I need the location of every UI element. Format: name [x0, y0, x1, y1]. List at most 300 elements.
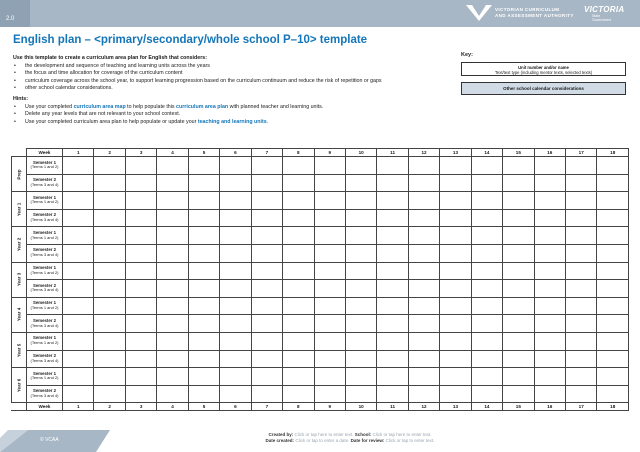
- plan-cell[interactable]: [94, 350, 125, 368]
- plan-cell[interactable]: [471, 297, 502, 315]
- plan-cell[interactable]: [566, 297, 597, 315]
- plan-cell[interactable]: [503, 192, 534, 210]
- semester-terms: (Terms 3 and 4): [30, 252, 59, 258]
- plan-cell[interactable]: [251, 262, 282, 280]
- plan-cell[interactable]: [188, 368, 219, 386]
- plan-cell[interactable]: [157, 192, 188, 210]
- plan-cell[interactable]: [188, 192, 219, 210]
- plan-cell[interactable]: [220, 244, 251, 262]
- plan-cell[interactable]: [283, 385, 314, 403]
- table-row: [12, 385, 629, 403]
- plan-cell[interactable]: [566, 350, 597, 368]
- key-calendar-box: Other school calendar considerations: [461, 82, 626, 95]
- plan-cell[interactable]: [314, 192, 345, 210]
- plan-cell[interactable]: [220, 262, 251, 280]
- plan-cell[interactable]: [283, 192, 314, 210]
- plan-cell[interactable]: [251, 157, 282, 175]
- school-label: School:: [354, 432, 372, 437]
- curriculum-area-plan-link[interactable]: curriculum area plan: [176, 104, 229, 111]
- plan-cell[interactable]: [251, 227, 282, 245]
- plan-cell[interactable]: [94, 157, 125, 175]
- plan-cell[interactable]: [125, 297, 156, 315]
- plan-cell[interactable]: [597, 192, 629, 210]
- plan-cell[interactable]: [251, 368, 282, 386]
- week-number: 17: [566, 403, 597, 411]
- plan-cell[interactable]: [125, 315, 156, 333]
- plan-cell[interactable]: [534, 209, 565, 227]
- plan-cell[interactable]: [63, 368, 94, 386]
- plan-cell[interactable]: [157, 262, 188, 280]
- plan-cell[interactable]: [283, 174, 314, 192]
- plan-cell[interactable]: [534, 315, 565, 333]
- plan-cell[interactable]: [345, 315, 376, 333]
- plan-cell[interactable]: [534, 244, 565, 262]
- plan-cell[interactable]: [220, 174, 251, 192]
- plan-cell[interactable]: [566, 227, 597, 245]
- plan-cell[interactable]: [377, 262, 408, 280]
- plan-cell[interactable]: [188, 157, 219, 175]
- plan-cell[interactable]: [597, 385, 629, 403]
- plan-cell[interactable]: [597, 315, 629, 333]
- plan-cell[interactable]: [283, 297, 314, 315]
- plan-cell[interactable]: [251, 332, 282, 350]
- week-number: 10: [345, 403, 376, 411]
- plan-cell[interactable]: [94, 385, 125, 403]
- plan-cell[interactable]: [188, 244, 219, 262]
- plan-cell[interactable]: [220, 192, 251, 210]
- plan-cell[interactable]: [566, 157, 597, 175]
- plan-cell[interactable]: [94, 192, 125, 210]
- plan-cell[interactable]: [408, 227, 439, 245]
- plan-cell[interactable]: [471, 174, 502, 192]
- plan-cell[interactable]: [408, 297, 439, 315]
- plan-cell[interactable]: [471, 192, 502, 210]
- semester-label-cell: [27, 192, 63, 210]
- table-row: [12, 227, 629, 245]
- plan-cell[interactable]: [188, 174, 219, 192]
- plan-cell[interactable]: [125, 280, 156, 298]
- plan-cell[interactable]: [534, 174, 565, 192]
- plan-cell[interactable]: [94, 227, 125, 245]
- plan-cell[interactable]: [283, 280, 314, 298]
- plan-cell[interactable]: [408, 385, 439, 403]
- plan-cell[interactable]: [440, 350, 471, 368]
- plan-cell[interactable]: [314, 227, 345, 245]
- plan-cell[interactable]: [283, 332, 314, 350]
- plan-cell[interactable]: [566, 192, 597, 210]
- plan-cell[interactable]: [566, 315, 597, 333]
- plan-cell[interactable]: [157, 350, 188, 368]
- year-label: Year 2: [16, 237, 22, 252]
- plan-cell[interactable]: [63, 262, 94, 280]
- plan-cell[interactable]: [597, 262, 629, 280]
- plan-cell[interactable]: [503, 280, 534, 298]
- table-row: [12, 315, 629, 333]
- list-item: • other school calendar considerations.: [13, 85, 443, 92]
- plan-cell[interactable]: [251, 385, 282, 403]
- plan-cell[interactable]: [125, 227, 156, 245]
- plan-cell[interactable]: [377, 192, 408, 210]
- plan-cell[interactable]: [188, 262, 219, 280]
- plan-cell[interactable]: [94, 280, 125, 298]
- plan-cell[interactable]: [534, 262, 565, 280]
- plan-cell[interactable]: [471, 227, 502, 245]
- plan-cell[interactable]: [314, 262, 345, 280]
- plan-cell[interactable]: [220, 209, 251, 227]
- plan-cell[interactable]: [408, 350, 439, 368]
- key-unit-sub: Text/text type (including mentor texts, selected texts): [494, 69, 593, 75]
- semester-terms: (Terms 3 and 4): [30, 181, 59, 187]
- plan-cell[interactable]: [283, 315, 314, 333]
- plan-cell[interactable]: [503, 157, 534, 175]
- plan-cell[interactable]: [471, 280, 502, 298]
- plan-cell[interactable]: [251, 209, 282, 227]
- plan-cell[interactable]: [220, 350, 251, 368]
- plan-cell[interactable]: [125, 332, 156, 350]
- plan-cell[interactable]: [377, 315, 408, 333]
- plan-cell[interactable]: [125, 350, 156, 368]
- key-label: Key:: [461, 52, 473, 58]
- plan-cell[interactable]: [345, 368, 376, 386]
- plan-cell[interactable]: [566, 368, 597, 386]
- plan-cell[interactable]: [94, 368, 125, 386]
- plan-cell[interactable]: [283, 262, 314, 280]
- plan-cell[interactable]: [314, 174, 345, 192]
- semester-label-cell: [27, 174, 63, 192]
- plan-cell[interactable]: [63, 280, 94, 298]
- corner-cell: [12, 403, 27, 411]
- plan-cell[interactable]: [597, 280, 629, 298]
- plan-cell[interactable]: [63, 192, 94, 210]
- plan-cell[interactable]: [503, 174, 534, 192]
- plan-cell[interactable]: [157, 297, 188, 315]
- plan-cell[interactable]: [314, 280, 345, 298]
- consideration-list: [13, 63, 443, 92]
- plan-cell[interactable]: [251, 244, 282, 262]
- plan-cell[interactable]: [157, 174, 188, 192]
- plan-cell[interactable]: [220, 227, 251, 245]
- plan-cell[interactable]: [345, 385, 376, 403]
- plan-cell[interactable]: [503, 297, 534, 315]
- teaching-learning-units-link[interactable]: teaching and learning units: [197, 118, 267, 125]
- plan-cell[interactable]: [440, 368, 471, 386]
- plan-cell[interactable]: [63, 209, 94, 227]
- plan-cell[interactable]: [597, 174, 629, 192]
- plan-cell[interactable]: [440, 192, 471, 210]
- plan-cell[interactable]: [157, 227, 188, 245]
- plan-cell[interactable]: [345, 192, 376, 210]
- plan-cell[interactable]: [534, 157, 565, 175]
- plan-cell[interactable]: [188, 297, 219, 315]
- plan-cell[interactable]: [503, 315, 534, 333]
- plan-cell[interactable]: [377, 244, 408, 262]
- created-by-field[interactable]: Click or tap here to enter text.: [294, 432, 354, 437]
- table-row: [12, 192, 629, 210]
- plan-cell[interactable]: [63, 227, 94, 245]
- plan-cell[interactable]: [440, 227, 471, 245]
- plan-cell[interactable]: [314, 157, 345, 175]
- plan-cell[interactable]: [125, 209, 156, 227]
- plan-cell[interactable]: [125, 157, 156, 175]
- plan-cell[interactable]: [220, 157, 251, 175]
- semester-terms: (Terms 3 and 4): [30, 357, 59, 363]
- plan-cell[interactable]: [534, 332, 565, 350]
- table-row: [12, 280, 629, 298]
- plan-cell[interactable]: [408, 174, 439, 192]
- plan-cell[interactable]: [94, 332, 125, 350]
- plan-cell[interactable]: [597, 332, 629, 350]
- plan-cell[interactable]: [471, 368, 502, 386]
- plan-cell[interactable]: [314, 297, 345, 315]
- plan-cell[interactable]: [440, 244, 471, 262]
- week-header-row: [12, 149, 629, 157]
- date-review-label: Date for review:: [350, 438, 385, 443]
- plan-cell[interactable]: [283, 368, 314, 386]
- plan-cell[interactable]: [503, 227, 534, 245]
- plan-cell[interactable]: [314, 332, 345, 350]
- plan-cell[interactable]: [471, 315, 502, 333]
- semester-terms: (Terms 1 and 2): [30, 164, 59, 170]
- plan-cell[interactable]: [314, 385, 345, 403]
- plan-cell[interactable]: [188, 209, 219, 227]
- plan-cell[interactable]: [408, 157, 439, 175]
- plan-cell[interactable]: [408, 192, 439, 210]
- plan-cell[interactable]: [471, 244, 502, 262]
- plan-cell[interactable]: [471, 157, 502, 175]
- plan-cell[interactable]: [377, 227, 408, 245]
- plan-cell[interactable]: [94, 174, 125, 192]
- plan-cell[interactable]: [188, 332, 219, 350]
- school-field[interactable]: Click or tap here to enter text.: [372, 432, 432, 437]
- plan-cell[interactable]: [377, 297, 408, 315]
- plan-cell[interactable]: [125, 385, 156, 403]
- plan-cell[interactable]: [220, 280, 251, 298]
- plan-cell[interactable]: [345, 209, 376, 227]
- plan-cell[interactable]: [345, 227, 376, 245]
- semester-label: Semester 2: [33, 282, 56, 288]
- plan-cell[interactable]: [63, 157, 94, 175]
- plan-cell[interactable]: [471, 385, 502, 403]
- plan-cell[interactable]: [345, 350, 376, 368]
- plan-cell[interactable]: [503, 262, 534, 280]
- plan-cell[interactable]: [94, 209, 125, 227]
- plan-cell[interactable]: [534, 350, 565, 368]
- plan-cell[interactable]: [377, 368, 408, 386]
- plan-cell[interactable]: [471, 262, 502, 280]
- table-row: [12, 262, 629, 280]
- plan-cell[interactable]: [283, 157, 314, 175]
- plan-cell[interactable]: [283, 350, 314, 368]
- semester-terms: (Terms 1 and 2): [30, 269, 59, 275]
- plan-cell[interactable]: [408, 209, 439, 227]
- plan-cell[interactable]: [220, 385, 251, 403]
- plan-cell[interactable]: [503, 385, 534, 403]
- plan-cell[interactable]: [597, 209, 629, 227]
- plan-cell[interactable]: [251, 350, 282, 368]
- plan-cell[interactable]: [440, 174, 471, 192]
- plan-cell[interactable]: [345, 332, 376, 350]
- plan-cell[interactable]: [251, 174, 282, 192]
- plan-cell[interactable]: [597, 297, 629, 315]
- week-number: 9: [314, 149, 345, 157]
- plan-cell[interactable]: [220, 297, 251, 315]
- plan-cell[interactable]: [408, 262, 439, 280]
- plan-cell[interactable]: [188, 227, 219, 245]
- plan-cell[interactable]: [251, 315, 282, 333]
- plan-cell[interactable]: [188, 315, 219, 333]
- plan-cell[interactable]: [314, 209, 345, 227]
- plan-cell[interactable]: [157, 209, 188, 227]
- plan-cell[interactable]: [440, 297, 471, 315]
- intro-lead: Use this template to create a curriculum area plan for English that considers:: [13, 55, 207, 61]
- plan-cell[interactable]: [408, 315, 439, 333]
- date-created-field[interactable]: Click or tap to enter a date.: [295, 438, 350, 443]
- plan-cell[interactable]: [597, 350, 629, 368]
- plan-cell[interactable]: [503, 244, 534, 262]
- plan-cell[interactable]: [94, 262, 125, 280]
- plan-cell[interactable]: [345, 297, 376, 315]
- plan-cell[interactable]: [566, 262, 597, 280]
- plan-cell[interactable]: [503, 332, 534, 350]
- plan-cell[interactable]: [220, 315, 251, 333]
- plan-cell[interactable]: [157, 385, 188, 403]
- plan-cell[interactable]: [440, 209, 471, 227]
- plan-cell[interactable]: [157, 280, 188, 298]
- plan-cell[interactable]: [220, 368, 251, 386]
- plan-cell[interactable]: [188, 385, 219, 403]
- plan-cell[interactable]: [157, 157, 188, 175]
- header-band: [0, 0, 640, 27]
- plan-cell[interactable]: [157, 332, 188, 350]
- plan-cell[interactable]: [377, 174, 408, 192]
- plan-cell[interactable]: [314, 315, 345, 333]
- plan-cell[interactable]: [63, 174, 94, 192]
- plan-cell[interactable]: [597, 368, 629, 386]
- plan-cell[interactable]: [534, 192, 565, 210]
- plan-cell[interactable]: [94, 244, 125, 262]
- plan-cell[interactable]: [534, 385, 565, 403]
- curriculum-area-map-link[interactable]: curriculum area map: [73, 104, 126, 111]
- plan-cell[interactable]: [283, 227, 314, 245]
- plan-cell[interactable]: [63, 297, 94, 315]
- plan-cell[interactable]: [63, 332, 94, 350]
- vcaa-logo: [466, 5, 574, 21]
- plan-cell[interactable]: [125, 192, 156, 210]
- plan-cell[interactable]: [440, 385, 471, 403]
- plan-cell[interactable]: [440, 157, 471, 175]
- plan-cell[interactable]: [63, 350, 94, 368]
- plan-cell[interactable]: [377, 350, 408, 368]
- plan-cell[interactable]: [566, 385, 597, 403]
- plan-cell[interactable]: [408, 332, 439, 350]
- plan-cell[interactable]: [345, 262, 376, 280]
- plan-cell[interactable]: [597, 244, 629, 262]
- plan-cell[interactable]: [345, 280, 376, 298]
- plan-cell[interactable]: [377, 280, 408, 298]
- plan-cell[interactable]: [157, 244, 188, 262]
- plan-cell[interactable]: [471, 209, 502, 227]
- plan-cell[interactable]: [471, 350, 502, 368]
- plan-cell[interactable]: [94, 315, 125, 333]
- week-number: 5: [188, 403, 219, 411]
- plan-cell[interactable]: [503, 350, 534, 368]
- plan-cell[interactable]: [188, 350, 219, 368]
- semester-label-cell: [27, 350, 63, 368]
- week-label: Week: [27, 403, 63, 411]
- plan-cell[interactable]: [314, 350, 345, 368]
- plan-cell[interactable]: [440, 262, 471, 280]
- plan-cell[interactable]: [566, 244, 597, 262]
- plan-cell[interactable]: [377, 157, 408, 175]
- plan-cell[interactable]: [566, 209, 597, 227]
- plan-cell[interactable]: [125, 174, 156, 192]
- plan-cell[interactable]: [125, 368, 156, 386]
- plan-cell[interactable]: [283, 244, 314, 262]
- plan-cell[interactable]: [534, 227, 565, 245]
- plan-cell[interactable]: [125, 262, 156, 280]
- plan-cell[interactable]: [408, 368, 439, 386]
- plan-cell[interactable]: [251, 192, 282, 210]
- plan-cell[interactable]: [503, 209, 534, 227]
- table-row: [12, 297, 629, 315]
- week-number: 2: [94, 149, 125, 157]
- plan-cell[interactable]: [63, 315, 94, 333]
- plan-cell[interactable]: [345, 174, 376, 192]
- semester-label: Semester 2: [33, 353, 56, 359]
- plan-cell[interactable]: [503, 368, 534, 386]
- plan-cell[interactable]: [63, 385, 94, 403]
- plan-cell[interactable]: [220, 332, 251, 350]
- plan-cell[interactable]: [408, 244, 439, 262]
- date-review-field[interactable]: Click or tap to enter text.: [385, 438, 435, 443]
- plan-cell[interactable]: [566, 332, 597, 350]
- plan-cell[interactable]: [157, 315, 188, 333]
- week-number: 14: [471, 149, 502, 157]
- plan-cell[interactable]: [377, 209, 408, 227]
- plan-cell[interactable]: [188, 280, 219, 298]
- plan-cell[interactable]: [597, 157, 629, 175]
- plan-cell[interactable]: [440, 315, 471, 333]
- plan-cell[interactable]: [377, 332, 408, 350]
- plan-cell[interactable]: [125, 244, 156, 262]
- plan-cell[interactable]: [408, 280, 439, 298]
- semester-label-cell: [27, 385, 63, 403]
- plan-cell[interactable]: [566, 280, 597, 298]
- plan-cell[interactable]: [63, 244, 94, 262]
- plan-cell[interactable]: [534, 297, 565, 315]
- plan-cell[interactable]: [566, 174, 597, 192]
- plan-cell[interactable]: [94, 297, 125, 315]
- plan-cell[interactable]: [283, 209, 314, 227]
- week-number: 16: [534, 149, 565, 157]
- plan-cell[interactable]: [251, 297, 282, 315]
- week-number: 2: [94, 403, 125, 411]
- plan-cell[interactable]: [345, 157, 376, 175]
- plan-cell[interactable]: [440, 332, 471, 350]
- plan-cell[interactable]: [314, 368, 345, 386]
- plan-cell[interactable]: [377, 385, 408, 403]
- plan-cell[interactable]: [534, 368, 565, 386]
- plan-cell[interactable]: [157, 368, 188, 386]
- plan-cell[interactable]: [534, 280, 565, 298]
- plan-cell[interactable]: [440, 280, 471, 298]
- plan-cell[interactable]: [345, 244, 376, 262]
- plan-cell[interactable]: [471, 332, 502, 350]
- plan-cell[interactable]: [314, 244, 345, 262]
- plan-cell[interactable]: [251, 280, 282, 298]
- date-created-label: Date created:: [265, 438, 295, 443]
- plan-cell[interactable]: [597, 227, 629, 245]
